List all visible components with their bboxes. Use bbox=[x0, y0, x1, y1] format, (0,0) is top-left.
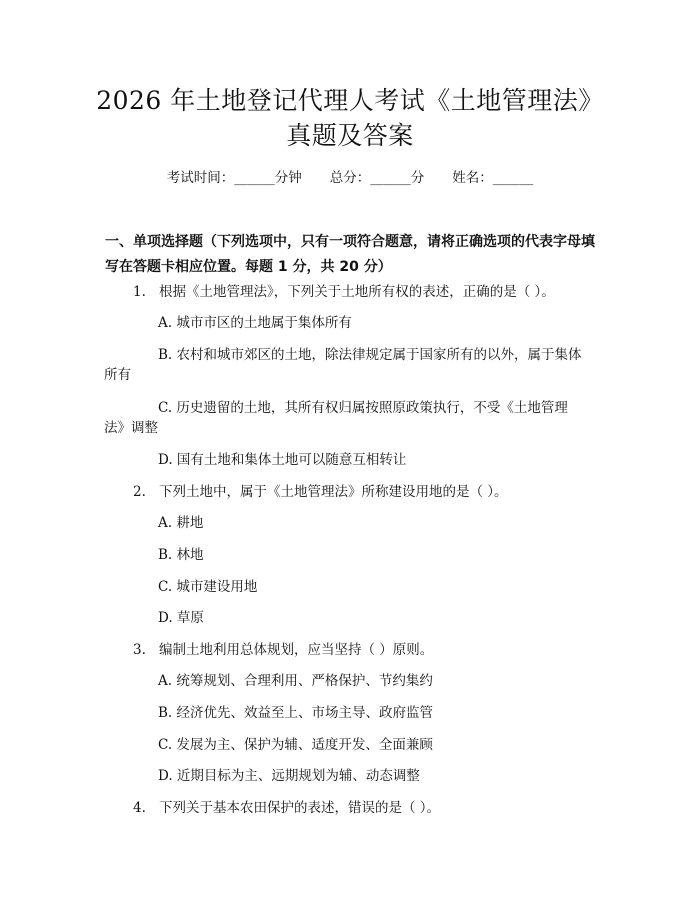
section-heading-line2: 写在答题卡相应位置。每题 1 分，共 20 分） bbox=[105, 259, 392, 275]
q3-option-a bbox=[158, 671, 433, 691]
q3-option-b bbox=[158, 703, 433, 723]
question-number: 4. bbox=[133, 800, 146, 816]
option-text-continued: 法》调整 bbox=[104, 420, 158, 436]
q1-option-c bbox=[104, 398, 598, 438]
option-text: D. 草原 bbox=[158, 610, 204, 626]
question-text: 根据《土地管理法》，下列关于土地所有权的表述，正确的是（ ）。 bbox=[159, 284, 555, 300]
option-text: D. 国有土地和集体土地可以随意互相转让 bbox=[158, 452, 407, 468]
exam-meta-line bbox=[0, 168, 700, 188]
question-4 bbox=[133, 798, 440, 818]
option-text: D. 近期目标为主、远期规划为辅、动态调整 bbox=[158, 768, 420, 784]
option-text: C. 发展为主、保护为辅、适度开发、全面兼顾 bbox=[158, 737, 433, 753]
q2-option-d bbox=[158, 608, 204, 628]
question-2 bbox=[133, 482, 508, 502]
question-text: 编制土地利用总体规划，应当坚持（ ）原则。 bbox=[159, 642, 434, 658]
question-3 bbox=[133, 640, 433, 660]
option-text: B. 林地 bbox=[158, 547, 204, 563]
document-title-line2: 真题及答案 bbox=[286, 121, 414, 150]
option-text-continued: 所有 bbox=[104, 367, 131, 383]
question-number: 3. bbox=[133, 642, 146, 658]
q1-option-b bbox=[104, 345, 598, 385]
option-text: A. 耕地 bbox=[158, 515, 204, 531]
q2-option-a bbox=[158, 513, 203, 533]
question-text: 下列关于基本农田保护的表述，错误的是（ ）。 bbox=[159, 800, 441, 816]
section-heading-single-choice bbox=[105, 230, 605, 280]
name-field: 姓名：______ bbox=[452, 170, 534, 186]
question-number: 1. bbox=[133, 284, 146, 300]
question-number: 2. bbox=[133, 484, 146, 500]
option-text: C. 城市建设用地 bbox=[158, 579, 258, 595]
option-text: A. 统筹规划、合理利用、严格保护、节约集约 bbox=[158, 673, 433, 689]
document-title-line1: 2026 年土地登记代理人考试《土地管理法》 bbox=[96, 86, 604, 115]
q1-option-a bbox=[158, 313, 352, 333]
question-text: 下列土地中，属于《土地管理法》所称建设用地的是（ ）。 bbox=[159, 484, 508, 500]
exam-time-field: 考试时间：______分钟 bbox=[166, 170, 302, 186]
option-text: B. 经济优先、效益至上、市场主导、政府监管 bbox=[158, 705, 434, 721]
q1-option-d bbox=[158, 450, 406, 470]
option-text: C. 历史遗留的土地，其所有权归属按照原政策执行，不受《土地管理 bbox=[158, 400, 568, 416]
q3-option-d bbox=[158, 766, 420, 786]
total-score-field: 总分：______分 bbox=[329, 170, 425, 186]
section-heading-line1: 一、单项选择题（下列选项中，只有一项符合题意，请将正确选项的代表字母填 bbox=[105, 234, 595, 250]
q2-option-c bbox=[158, 577, 257, 597]
q3-option-c bbox=[158, 735, 433, 755]
question-1 bbox=[133, 282, 555, 302]
option-text: A. 城市市区的土地属于集体所有 bbox=[158, 315, 352, 331]
q2-option-b bbox=[158, 545, 204, 565]
option-text: B. 农村和城市郊区的土地，除法律规定属于国家所有的以外，属于集体 bbox=[158, 347, 582, 363]
